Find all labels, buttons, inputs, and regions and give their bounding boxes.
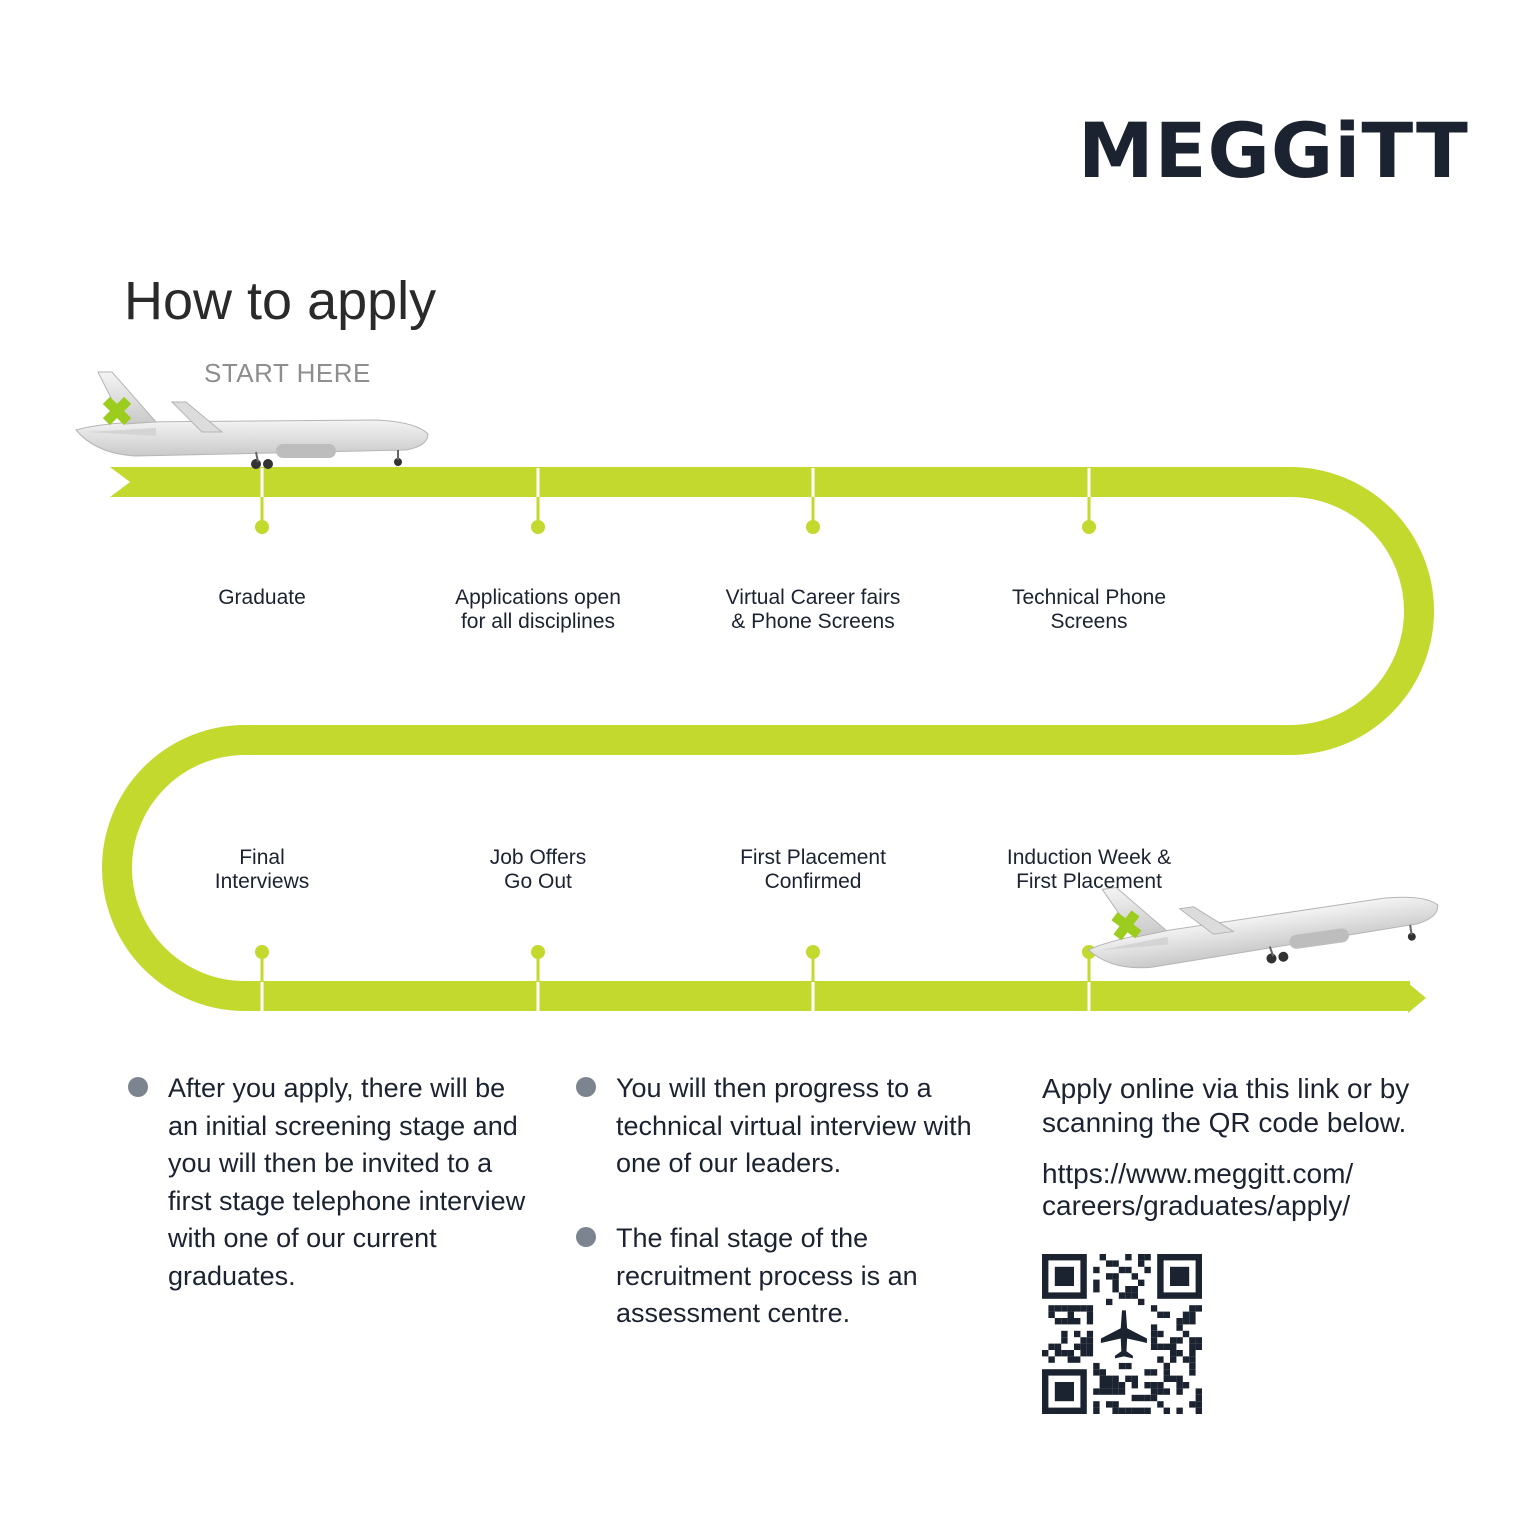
step-marker <box>806 520 820 534</box>
apply-instructions: Apply online via this link or by scanning the QR code below. <box>1042 1073 1410 1138</box>
step-label: Induction Week & First Placement <box>1006 846 1172 893</box>
step-label: Applications open for all disciplines <box>455 586 621 633</box>
note-assessment-centre: The final stage of the recruitment process is an assessment centre. <box>616 1220 956 1333</box>
step-label: Virtual Career fairs & Phone Screens <box>725 586 901 633</box>
step-marker <box>255 520 269 534</box>
bullet-dot <box>128 1077 148 1097</box>
step-marker <box>255 945 269 959</box>
step-label: First Placement Confirmed <box>740 846 886 893</box>
meggitt-logo: MEGGiTT <box>1078 106 1469 195</box>
apply-link[interactable]: https://www.meggitt.com/ careers/graduates/apply/ <box>1042 1158 1354 1221</box>
airplane-icon <box>76 372 428 469</box>
step-label: Graduate <box>218 586 306 609</box>
step-label: Job Offers Go Out <box>489 846 587 893</box>
note-screening: After you apply, there will be an initial screening stage and you will then be invited to a first stage telephone interview with one of our current graduates. <box>168 1070 528 1295</box>
step-marker <box>531 520 545 534</box>
step-marker <box>1082 520 1096 534</box>
step-marker <box>531 945 545 959</box>
bullet-dot <box>576 1227 596 1247</box>
bullet-dot <box>576 1077 596 1097</box>
page-title: How to apply <box>124 271 437 331</box>
start-here-label: START HERE <box>204 358 371 388</box>
step-marker <box>806 945 820 959</box>
qr-code[interactable] <box>1042 1254 1202 1414</box>
step-label: Final Interviews <box>214 846 310 893</box>
step-label: Technical Phone Screens <box>1011 586 1167 633</box>
note-technical-interview: You will then progress to a technical virtual interview with one of our leaders. <box>616 1070 976 1183</box>
